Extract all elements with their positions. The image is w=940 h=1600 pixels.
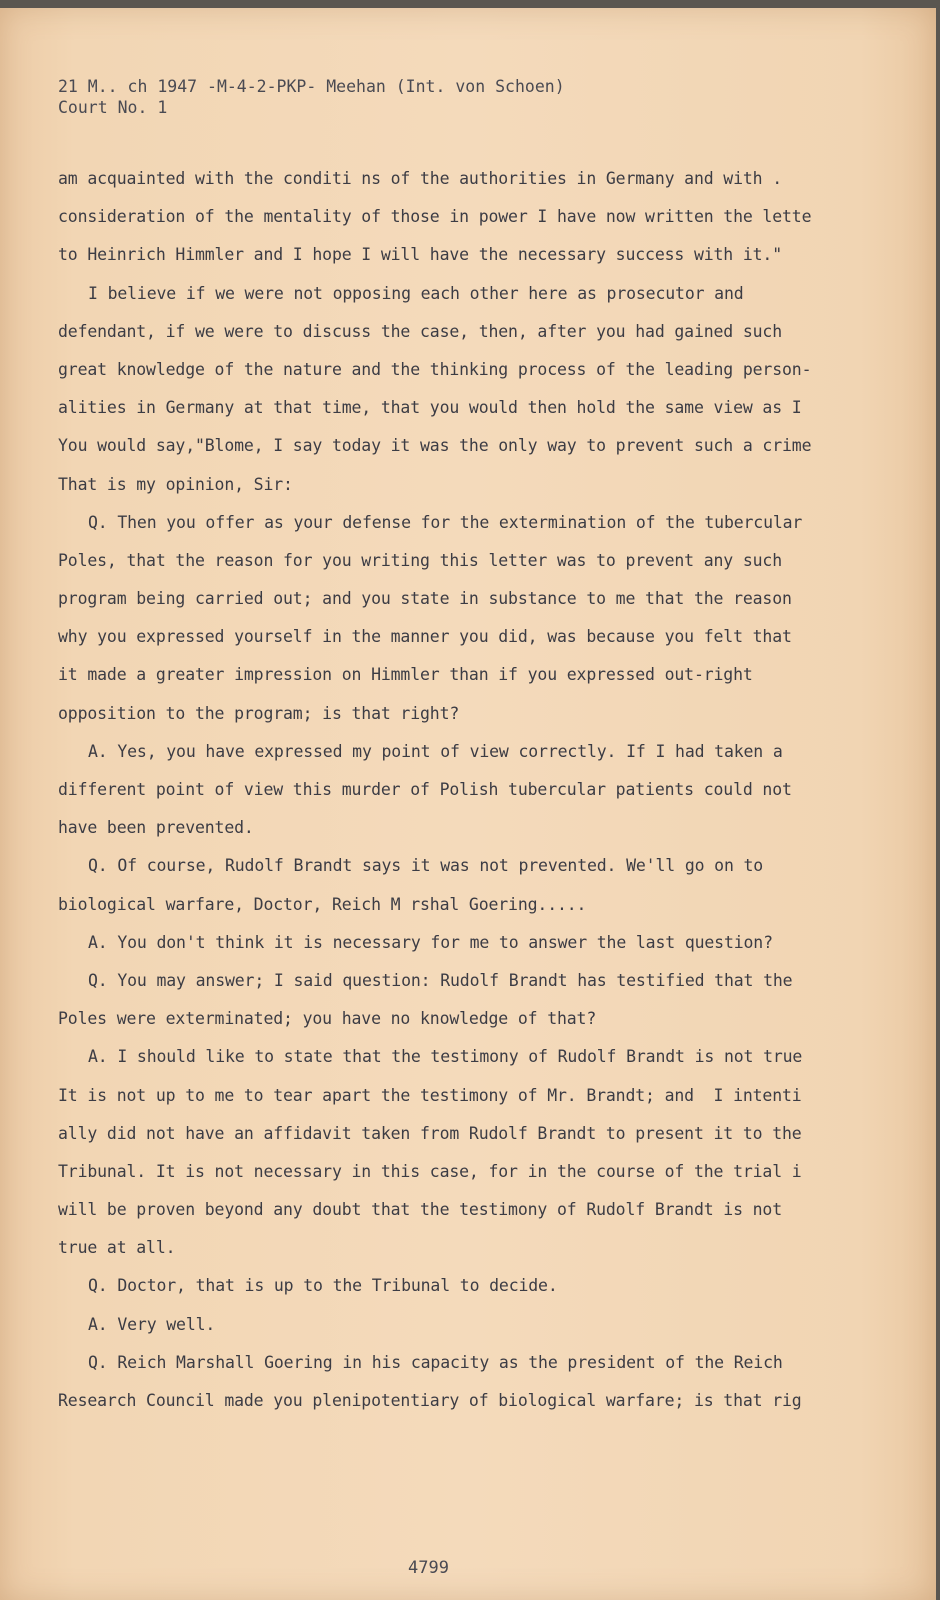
answer-line: A. Yes, you have expressed my point of view correctly. If I had taken a — [88, 741, 783, 761]
text-line: why you expressed yourself in the manner you did, was because you felt that — [58, 627, 792, 647]
text-line: have been prevented. — [58, 818, 254, 838]
text-line: alities in Germany at that time, that you would then hold the same view as I — [58, 398, 802, 418]
answer-line: A. You don't think it is necessary for me to answer the last question? — [88, 932, 773, 952]
text-line: opposition to the program; is that right? — [58, 703, 460, 723]
question-line: Q. You may answer; I said question: Rudolf Brandt has testified that the — [88, 970, 793, 990]
page-number: 4799 — [408, 1558, 449, 1578]
text-line: Tribunal. It is not necessary in this case, for in the course of the trial i — [58, 1161, 802, 1181]
text-line: different point of view this murder of Polish tubercular patients could not — [58, 780, 792, 799]
text-line: am acquainted with the conditi ns of the authorities in Germany and with . — [58, 169, 783, 188]
text-line: will be proven beyond any doubt that the testimony of Rudolf Brandt is not — [58, 1200, 783, 1220]
text-line: That is my opinion, Sir: — [58, 474, 293, 494]
question-line: Q. Doctor, that is up to the Tribunal to decide. — [88, 1276, 558, 1296]
text-line: true at all. — [58, 1238, 176, 1258]
text-line: I believe if we were not opposing each other here as prosecutor and — [88, 283, 744, 303]
text-line: Research Council made you plenipotentiary of biological warfare; is that rig — [58, 1391, 802, 1410]
question-line: Q. Of course, Rudolf Brandt says it was not prevented. We'll go on to — [88, 856, 764, 876]
text-line: biological warfare, Doctor, Reich M rshal Goering..... — [58, 894, 587, 914]
text-line: program being carried out; and you state in substance to me that the reason — [58, 589, 792, 609]
document-page — [0, 8, 936, 1600]
page-header — [58, 76, 565, 118]
text-line: ally did not have an affidavit taken from Rudolf Brandt to present it to the — [58, 1123, 802, 1143]
answer-line: A. I should like to state that the testimony of Rudolf Brandt is not true — [88, 1047, 803, 1067]
text-line: You would say,"Blome, I say today it was the only way to prevent such a crime — [58, 436, 812, 456]
text-line: great knowledge of the nature and the thinking process of the leading person- — [58, 359, 812, 379]
transcript-body — [58, 160, 848, 1420]
question-line: Q. Then you offer as your defense for the extermination of the tubercular — [88, 512, 803, 532]
answer-line: A. Very well. — [88, 1314, 216, 1334]
text-line: consideration of the mentality of those in power I have now written the lette — [58, 207, 812, 227]
header-line-court: Court No. 1 — [58, 98, 168, 117]
text-line: defendant, if we were to discuss the case, then, after you had gained such — [58, 321, 783, 341]
header-line-date-case: 21 M.. ch 1947 -M-4-2-PKP- Meehan (Int. von Schoen) — [58, 77, 565, 96]
text-line: Poles, that the reason for you writing this letter was to prevent any such — [58, 550, 783, 570]
question-line: Q. Reich Marshall Goering in his capacity as the president of the Reich — [88, 1352, 783, 1372]
text-line: It is not up to me to tear apart the testimony of Mr. Brandt; and I intenti — [58, 1085, 802, 1105]
text-line: it made a greater impression on Himmler than if you expressed out-right — [58, 665, 753, 685]
text-line: to Heinrich Himmler and I hope I will have the necessary success with it." — [58, 245, 783, 265]
text-line: Poles were exterminated; you have no knowledge of that? — [58, 1009, 597, 1029]
